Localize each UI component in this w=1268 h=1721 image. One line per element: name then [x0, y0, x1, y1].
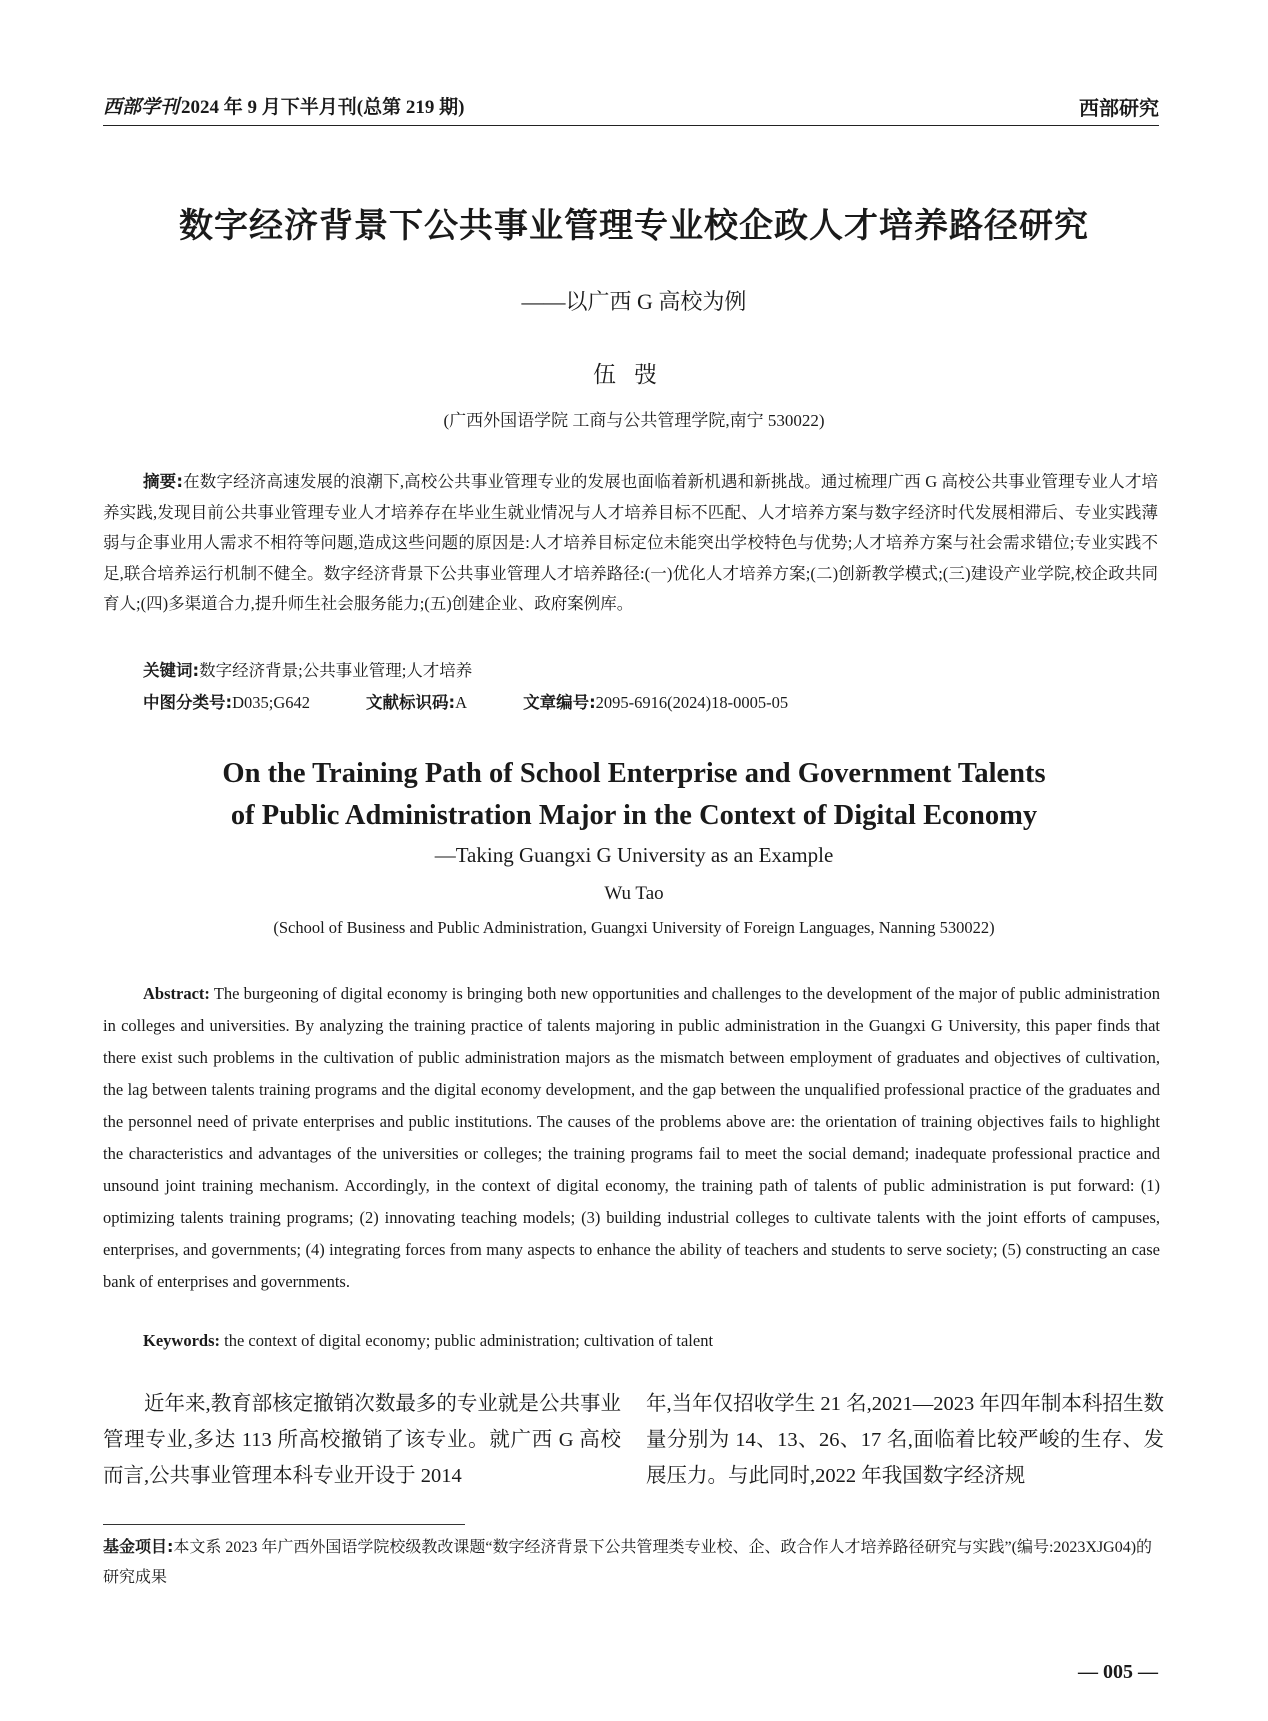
keywords-english-label: Keywords: [143, 1331, 220, 1350]
article-number-label: 文章编号: [523, 693, 596, 712]
abstract-chinese-label: 摘要: [143, 472, 183, 491]
title-english [0, 753, 1268, 837]
footnote-text: 本文系 2023 年广西外国语学院校级教改课题“数字经济背景下公共管理类专业校、企、政合作人才培养路径研究与实践”(编号:2023XJG04)的研究成果 [103, 1539, 1153, 1586]
doc-code-label: 文献标识码: [366, 693, 456, 712]
author-english: Wu Tao [604, 883, 664, 904]
footnote-rule [103, 1524, 465, 1525]
affiliation-chinese: (广西外国语学院 工商与公共管理学院,南宁 530022) [443, 411, 825, 430]
abstract-chinese [103, 467, 1158, 620]
abstract-english [103, 978, 1160, 1298]
page-number: — 005 — [1078, 1661, 1158, 1683]
clc-value: D035;G642 [232, 693, 311, 712]
author-chinese: 伍弢 [593, 362, 675, 387]
footnote [103, 1532, 1160, 1593]
doc-code-value: A [455, 693, 468, 712]
footnote-label: 基金项目: [103, 1537, 174, 1556]
keywords-english-text: the context of digital economy; public administration; cultivation of talent [224, 1331, 714, 1350]
body-column-right: 年,当年仅招收学生 21 名,2021—2023 年四年制本科招生数量分别为 14、13、26、17 名,面临着比较严峻的生存、发展压力。与此同时,2022 年我国数字经济规 [646, 1393, 1164, 1487]
keywords-chinese [143, 657, 472, 681]
keywords-chinese-label: 关键词: [143, 661, 200, 680]
title-english-line-1: On the Training Path of School Enterprise and Government Talents [222, 758, 1046, 789]
article-number-value: 2095-6916(2024)18-0005-05 [595, 693, 789, 712]
title-english-line-2: of Public Administration Major in the Context of Digital Economy [230, 800, 1038, 831]
abstract-english-label: Abstract: [143, 984, 210, 1003]
abstract-english-text: The burgeoning of digital economy is bringing both new opportunities and challenges to the development of the major of public administration in colleges and universities. By analyzing the training practice of talents majoring in public administration in the Guangxi G University, this paper finds that there exist such problems in the cultivation of public administration majors as the mismatch between employment of graduates and objectives of cultivation, the lag between talents training programs and the digital economy development, and the gap between the unqualified professional practice of the graduates and the personnel need of private enterprises and public institutions. The causes of the problems above are: the orientation of training objectives fails to highlight the characteristics and advantages of the universities or colleges; the training programs fail to meet the social demand; inadequate professional practice and unsound joint training mechanism. Accordingly, in the context of digital economy, the training path of talents of public administration is put forward: (1) optimizing talents training programs; (2) innovating teaching models; (3) building industrial colleges to cultivate talents with the joint efforts of campuses, enterprises, and governments; (4) integrating forces from many aspects to enhance the ability of teachers and students to serve society; (5) constructing an case bank of enterprises and governments. [103, 984, 1161, 1291]
classification-line [143, 689, 788, 713]
header-rule [103, 125, 1159, 126]
clc-label: 中图分类号: [143, 693, 233, 712]
keywords-english [143, 1331, 713, 1351]
title-chinese: 数字经济背景下公共事业管理专业校企政人才培养路径研究 [179, 206, 1089, 246]
subtitle-chinese: ——以广西 G 高校为例 [521, 289, 747, 314]
subtitle-english: —Taking Guangxi G University as an Example [434, 843, 834, 867]
abstract-chinese-text: 在数字经济高速发展的浪潮下,高校公共事业管理专业的发展也面临着新机遇和新挑战。通过梳理广西 G 高校公共事业管理专业人才培养实践,发现目前公共事业管理专业人才培养存在毕业生就业情况与人才培养目标不匹配、人才培养方案与数字经济时代发展相滞后、专业实践薄弱与企事业用人需求不相符等问题,造成这些问题的原因是:人才培养目标定位未能突出学校特色与优势;人才培养方案与社会需求错位;专业实践不足,联合培养运行机制不健全。数字经济背景下公共事业管理人才培养路径:(一)优化人才培养方案;(二)创新教学模式;(三)建设产业学院,校企政共同育人;(四)多渠道合力,提升师生社会服务能力;(五)创建企业、政府案例库。 [103, 472, 1158, 613]
journal-issue [103, 92, 464, 119]
journal-logo: 西部学刊 [103, 96, 180, 118]
section-name: 西部研究 [1079, 96, 1159, 120]
issue-text: 2024 年 9 月下半月刊(总第 219 期) [181, 97, 465, 118]
body-column-left: 近年来,教育部核定撤销次数最多的专业就是公共事业管理专业,多达 113 所高校撤销了该专业。就广西 G 高校而言,公共事业管理本科专业开设于 2014 [103, 1393, 621, 1487]
keywords-chinese-text: 数字经济背景;公共事业管理;人才培养 [199, 661, 473, 680]
running-header [103, 88, 1159, 128]
affiliation-english: (School of Business and Public Administration, Guangxi University of Foreign Languages, Nanning 530022) [273, 918, 995, 937]
